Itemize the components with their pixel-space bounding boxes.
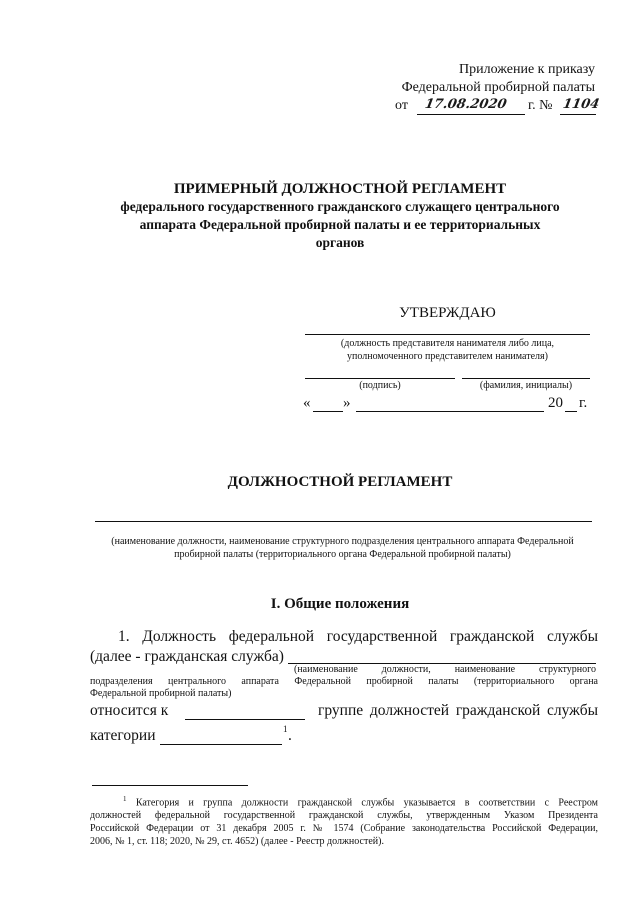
footnote <box>90 793 598 848</box>
main-title-line-2: федерального государственного гражданского служащего центрального <box>120 199 560 214</box>
approval-signature-caption: (подпись) <box>359 380 401 391</box>
order-number-label: г. № <box>528 98 553 113</box>
from-label: от <box>395 98 408 113</box>
quote-open: « <box>303 395 311 411</box>
regulation-title: ДОЛЖНОСТНОЙ РЕГЛАМЕНТ <box>227 474 453 490</box>
footnote-line-3: Российской Федерации от 31 декабря 2005 г. № 1574 (Собрание законодательства Российской Федерации, <box>90 823 598 835</box>
quote-close: » <box>343 395 351 411</box>
main-title-line-4: органов <box>315 235 365 250</box>
appendix-line-1: Приложение к приказу <box>459 62 595 77</box>
main-title-line-1: ПРИМЕРНЫЙ ДОЛЖНОСТНОЙ РЕГЛАМЕНТ <box>173 181 507 197</box>
category-footnote-mark: 1 <box>283 724 288 734</box>
category-line <box>90 724 390 749</box>
group-line-suffix: группе должностей гражданской службы <box>318 702 598 719</box>
approval-caption-line-2: уполномоченного представителем нанимателя) <box>347 351 548 362</box>
footnote-separator <box>92 785 248 786</box>
regulation-caption-line-2: пробирной палаты (территориального органа Федеральной пробирной палаты) <box>174 549 511 560</box>
approval-name-line <box>462 378 590 379</box>
section-paragraph-line-1: 1. Должность федеральной государственной гражданской службы <box>118 628 598 645</box>
approval-position-caption <box>305 337 590 363</box>
section-heading: I. Общие положения <box>270 596 410 612</box>
approval-position-line <box>305 334 590 335</box>
category-field <box>160 727 282 745</box>
approval-caption-line-1: (должность представителя нанимателя либо лица, <box>340 338 555 349</box>
section-paragraph-line-2: (далее - гражданская служба) <box>90 648 284 665</box>
approval-day-field <box>313 395 343 412</box>
main-title-line-3: аппарата Федеральной пробирной палаты и ее территориальных <box>139 217 541 232</box>
approval-date-line <box>303 395 595 415</box>
main-title <box>60 180 620 252</box>
group-line <box>90 702 600 724</box>
position-caption-line-3: Федеральной пробирной палаты) <box>90 688 232 699</box>
category-line-prefix: категории <box>90 727 156 744</box>
approval-name-caption: (фамилия, инициалы) <box>479 380 573 391</box>
approval-year-prefix: 20 <box>548 395 563 411</box>
order-date-handwritten: 17.08.2020 <box>423 97 508 112</box>
order-number-handwritten: 1104 <box>561 97 601 112</box>
position-caption-line-1: (наименование должности, наименование структурного <box>294 664 596 675</box>
regulation-name-line <box>95 521 592 522</box>
approval-heading: УТВЕРЖДАЮ <box>399 305 496 321</box>
footnote-line-2: должностей федеральной государственной гражданской службы, утвержденным Указом Президента <box>90 810 598 822</box>
approval-year-suffix: г. <box>579 395 588 411</box>
group-field <box>185 702 305 720</box>
footnote-line-1-text: Категория и группа должности гражданской службы указывается в соответствии с Реестром <box>135 797 599 809</box>
approval-month-field <box>356 395 544 412</box>
footnote-line-4: 2006, № 1, ст. 118; 2020, № 29, ст. 4652) (далее - Реестр должностей). <box>90 836 384 848</box>
category-line-end: . <box>288 727 292 744</box>
regulation-caption-line-1: (наименование должности, наименование структурного подразделения центрального аппарата Федеральной <box>111 536 574 547</box>
appendix-date-line <box>395 98 600 118</box>
footnote-line-1 <box>90 793 598 809</box>
approval-year-field <box>565 395 577 412</box>
approval-signature-line <box>305 378 455 379</box>
footnote-mark: 1 <box>123 795 127 803</box>
position-caption-line-2: подразделения центрального аппарата Федеральной пробирной палаты (территориального органа <box>90 676 598 687</box>
group-line-prefix: относится к <box>90 702 169 719</box>
regulation-caption <box>80 535 605 561</box>
appendix-line-2: Федеральной пробирной палаты <box>401 80 595 95</box>
